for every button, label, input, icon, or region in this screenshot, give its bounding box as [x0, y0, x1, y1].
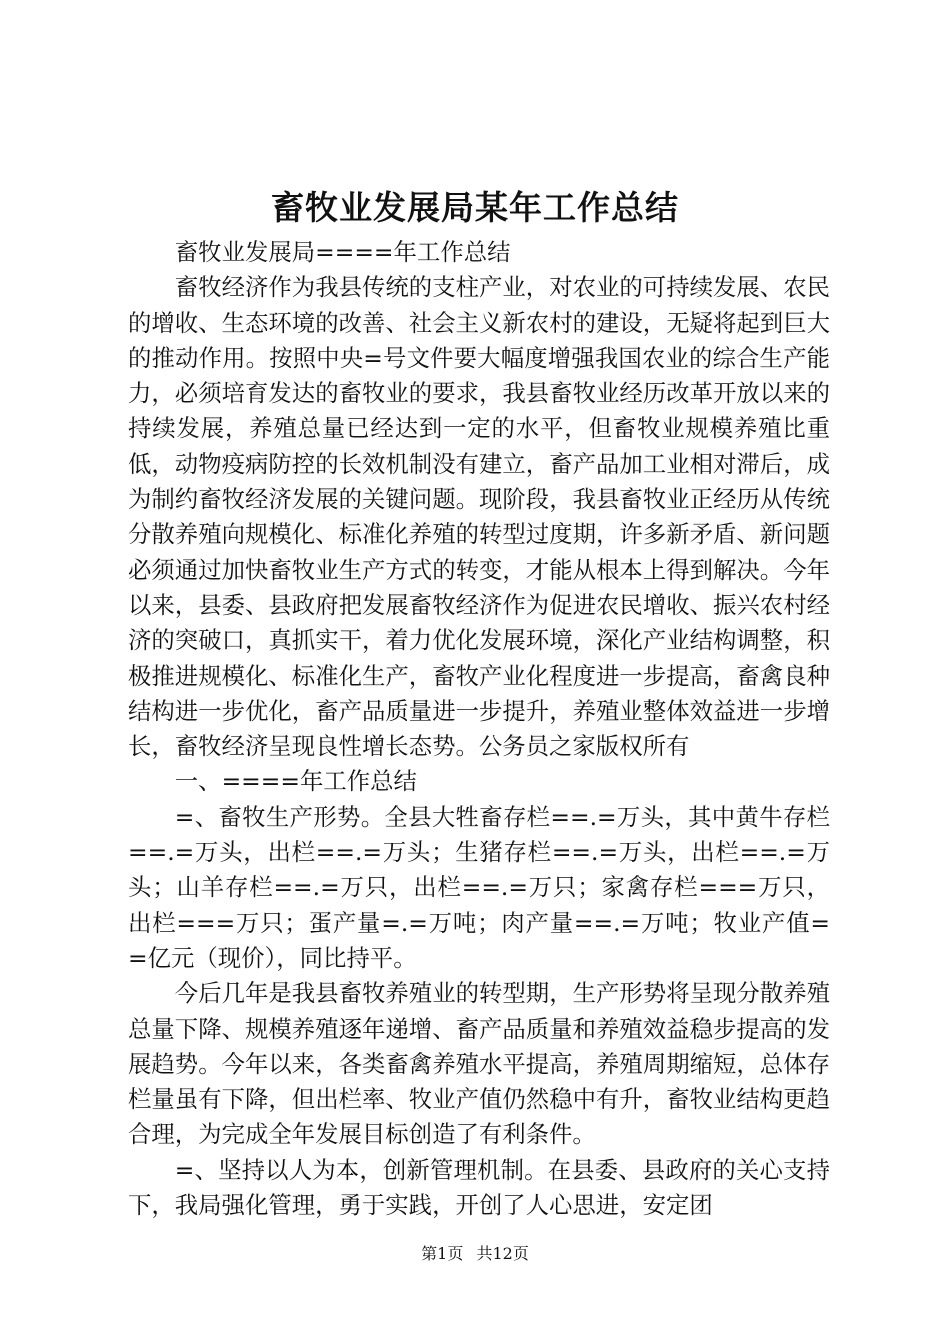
document-body [128, 235, 830, 1223]
body-paragraph: 今后几年是我县畜牧养殖业的转型期，生产形势将呈现分散养殖总量下降、规模养殖逐年递增、畜产品质量和养殖效益稳步提高的发展趋势。今年以来，各类畜禽养殖水平提高，养殖周期缩短，总体存栏量虽有下降，但出栏率、牧业产值仍然稳中有升，畜牧业结构更趋合理，为完成全年发展目标创造了有利条件。 [128, 979, 830, 1149]
section-heading: 一、====年工作总结 [174, 767, 417, 796]
body-paragraph: =、坚持以人为本，创新管理机制。在县委、县政府的关心支持下，我局强化管理，勇于实践，开创了人心思进，安定团 [128, 1155, 830, 1220]
page-total: 共12页 [476, 1244, 529, 1263]
body-paragraph: 畜牧经济作为我县传统的支柱产业，对农业的可持续发展、农民的增收、生态环境的改善、社会主义新农村的建设，无疑将起到巨大的推动作用。按照中央=号文件要大幅度增强我国农业的综合生产能力，必须培育发达的畜牧业的要求，我县畜牧业经历改革开放以来的持续发展，养殖总量已经达到一定的水平，但畜牧业规模养殖比重低，动物疫病防控的长效机制没有建立，畜产品加工业相对滞后，成为制约畜牧经济发展的关键问题。现阶段，我县畜牧业正经历从传统分散养殖向规模化、标准化养殖的转型过度期，许多新矛盾、新问题必须通过加快畜牧业生产方式的转变，才能从根本上得到解决。今年以来，县委、县政府把发展畜牧经济作为促进农民增收、振兴农村经济的突破口，真抓实干，着力优化发展环境，深化产业结构调整，积极推进规模化、标准化生产，畜牧产业化程度进一步提高，畜禽良种结构进一步优化，畜产品质量进一步提升，养殖业整体效益进一步增长，畜牧经济呈现良性增长态势。公务员之家版权所有 [128, 273, 830, 761]
document-title: 畜牧业发展局某年工作总结 [271, 188, 679, 227]
body-paragraph: 畜牧业发展局====年工作总结 [174, 238, 511, 266]
page-number: 第1页 [421, 1244, 464, 1263]
body-paragraph: =、畜牧生产形势。全县大牲畜存栏==.=万头，其中黄牛存栏==.=万头，出栏==.=万头；生猪存栏==.=万头，出栏==.=万头；山羊存栏==.=万只，出栏==.=万只；家禽存栏===万只，出栏===万只；蛋产量=.=万吨；肉产量==.=万吨；牧业产值==亿元（现价），同比持平。 [128, 802, 830, 972]
page-footer [0, 1243, 950, 1265]
